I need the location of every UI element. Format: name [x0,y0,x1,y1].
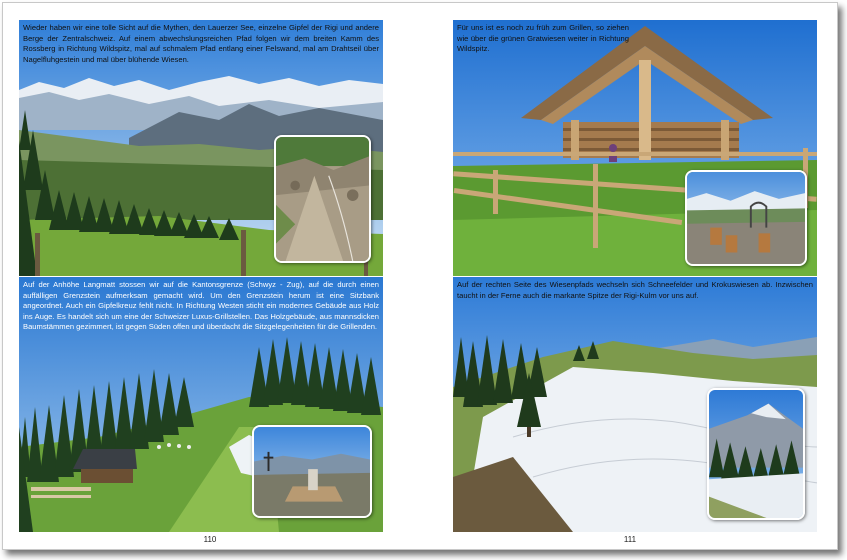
inset-photo-rigi-kulm-peak [707,388,805,520]
inset-photo-seating-logs [685,170,807,266]
right-page [453,20,817,544]
summit-cross-image [254,427,370,516]
page-number-right: 111 [623,535,637,544]
right-bottom-caption: Auf der rechten Seite des Wiesenpfads wechseln sich Schneefelder und Krokuswiesen ab. Inzwischen taucht in der Ferne auch die markante Spitze der Rigi-Kulm vor uns auf. [457,280,813,300]
photo-snowfields-ridge [453,277,817,532]
rock-path-image [276,137,369,261]
seating-logs-image [687,172,805,264]
photo-grill-hut-meadow [19,277,383,532]
photo-grill-shelter [453,20,817,276]
left-top-caption: Wieder haben wir eine tolle Sicht auf die Mythen, den Lauerzer See, einzelne Gipfel der Rigi und andere Berge der Zentralschweiz. Auf einem abwechslungsreichen Pfad folgen wir dem breiten Kamm des Rossberg in Richtung Wildspitz, mal auf schmalem Pfad entlang einer Felswand, mal am Drahtseil über Nagelfluhgestein und mal über blühende Wiesen. [23,23,379,64]
rigi-kulm-peak-image [709,390,803,518]
left-page [19,20,383,544]
right-top-caption: Für uns ist es noch zu früh zum Grillen, so ziehen wie über die grünen Gratwiesen weiter in Richtung Wildspitz. [457,23,629,54]
left-bottom-caption: Auf der Anhöhe Langmatt stossen wir auf die Kantonsgrenze (Schwyz - Zug), auf die durch einen auffälligen Grenzstein aufmerksam gemacht wird. Um den Grenzstein herum ist eine Sitzbank angeordnet. Auch ein Gipfelkreuz fehlt nicht. In Richtung Westen sticht ein modernes Gebäude aus Holz ins Auge. Es handelt sich um eine der Schweizer Luxus-Grillstellen. Das Holzgebäude, aus mannsdicken Baumstämmen gezimmert, ist gegen Süden offen und überdacht die Sitzgelegenheiten für die Grillenden. [23,280,379,332]
photo-mountain-panorama [19,20,383,276]
inset-photo-rock-path-cable [274,135,371,263]
inset-photo-summit-cross-boundary-stone [252,425,372,518]
page-number-left: 110 [203,535,217,544]
